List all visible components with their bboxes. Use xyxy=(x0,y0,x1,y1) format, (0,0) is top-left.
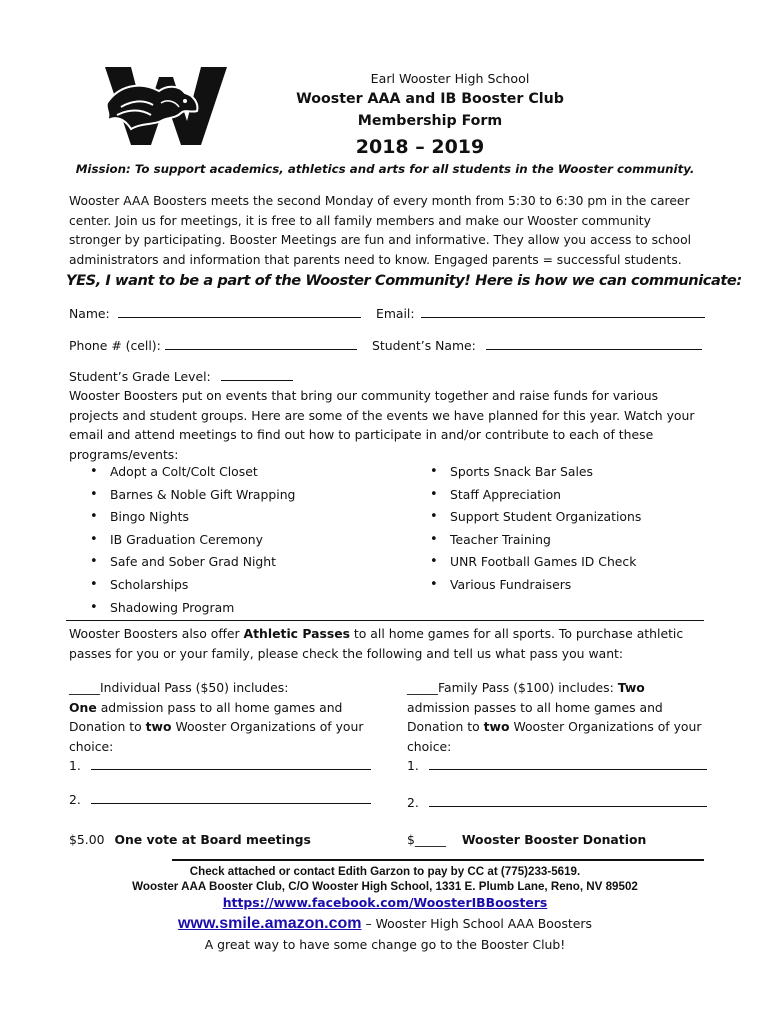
student-name-label: Student’s Name: xyxy=(372,338,476,353)
list-item: • Adopt a Colt/Colt Closet xyxy=(88,461,388,484)
student-name-input[interactable] xyxy=(486,336,702,350)
footer-tagline: A great way to have some change go to the Booster Club! xyxy=(204,937,566,952)
email-label: Email: xyxy=(376,306,415,321)
list-item: • IB Graduation Ceremony xyxy=(88,529,388,552)
email-input[interactable] xyxy=(421,304,705,318)
list-item: • Teacher Training xyxy=(428,529,728,552)
school-name: Earl Wooster High School xyxy=(370,71,530,86)
club-name: Wooster AAA and IB Booster Club xyxy=(296,91,564,107)
student-name-field[interactable] xyxy=(372,336,702,356)
form-title: Membership Form xyxy=(357,113,503,129)
board-vote-option[interactable]: $5.00 One vote at Board meetings xyxy=(69,832,311,847)
colt-logo-icon xyxy=(101,63,231,149)
phone-label: Phone # (cell): xyxy=(69,338,161,353)
email-field[interactable] xyxy=(376,304,705,324)
school-year: 2018 – 2019 xyxy=(355,136,485,158)
smile-amazon-link[interactable]: www.smile.amazon.com xyxy=(178,915,362,932)
individual-org-2-input[interactable] xyxy=(91,790,371,804)
individual-pass-check-blank[interactable]: _____ xyxy=(69,680,100,695)
mission-statement: Mission: To support academics, athletics and arts for all students in the Wooster community. xyxy=(75,162,695,176)
list-item: • Staff Appreciation xyxy=(428,484,728,507)
name-label: Name: xyxy=(69,306,110,321)
yes-heading: YES, I want to be a part of the Wooster Community! Here is how we can communicate: xyxy=(66,272,742,289)
family-org-2[interactable]: 2. xyxy=(407,793,707,813)
individual-org-1-input[interactable] xyxy=(91,756,371,770)
grade-input[interactable] xyxy=(221,367,293,381)
name-field[interactable] xyxy=(69,304,361,324)
intro-paragraph: Wooster AAA Boosters meets the second Monday of every month from 5:30 to 6:30 pm in the career center. Join us for meetings, it is free to all family members and make our Wooster community stronger by participating. Booster Meetings are fun and informative. They allow you access to school administrators and information that parents need to know. Engaged parents = successful students. xyxy=(69,194,692,267)
family-pass-option[interactable]: _____Family Pass ($100) includes: Two admission passes to all home games and Donation to two Wooster Organizations of your choice: xyxy=(407,680,702,754)
name-input[interactable] xyxy=(118,304,361,318)
passes-intro: Wooster Boosters also offer Athletic Passes to all home games for all sports. To purchase athletic passes for you or your family, please check the following and tell us what pass you want: xyxy=(69,626,684,661)
mailing-address: Wooster AAA Booster Club, C/O Wooster High School, 1331 E. Plumb Lane, Reno, NV 89502 xyxy=(132,880,638,893)
events-intro: Wooster Boosters put on events that bring our community together and raise funds for various projects and student groups. Here are some of the events we have planned for this year. Watch your email and attend meetings to find out how to participate in and/or contribute to each of these programs/events: xyxy=(69,388,695,462)
phone-input[interactable] xyxy=(165,336,357,350)
list-item: • Shadowing Program xyxy=(88,597,388,620)
donation-amount-blank[interactable]: $_____ xyxy=(407,832,446,847)
facebook-link-wrap xyxy=(60,895,710,910)
events-list-left xyxy=(88,461,388,619)
family-org-2-input[interactable] xyxy=(429,793,707,807)
list-item: • Bingo Nights xyxy=(88,506,388,529)
list-item: • Support Student Organizations xyxy=(428,506,728,529)
list-item: • Scholarships xyxy=(88,574,388,597)
list-item: • Various Fundraisers xyxy=(428,574,728,597)
grade-field[interactable] xyxy=(69,367,293,387)
list-item: • Sports Snack Bar Sales xyxy=(428,461,728,484)
phone-field[interactable] xyxy=(69,336,357,356)
donation-option[interactable]: $_____ Wooster Booster Donation xyxy=(407,832,647,847)
list-item: • UNR Football Games ID Check xyxy=(428,551,728,574)
grade-label: Student’s Grade Level: xyxy=(69,369,211,384)
school-logo xyxy=(101,63,231,149)
section-divider xyxy=(66,620,704,621)
individual-pass-option[interactable]: _____Individual Pass ($50) includes: One admission pass to all home games and Donation to two Wooster Organizations of your choice: xyxy=(69,680,364,754)
facebook-link[interactable]: https://www.facebook.com/WoosterIBBoosters xyxy=(222,895,548,910)
individual-org-1[interactable]: 1. xyxy=(69,756,371,776)
events-list-right xyxy=(428,461,728,597)
footer-divider xyxy=(172,859,704,861)
family-org-1-input[interactable] xyxy=(429,756,707,770)
individual-org-2[interactable]: 2. xyxy=(69,790,371,810)
family-org-1[interactable]: 1. xyxy=(407,756,707,776)
family-pass-check-blank[interactable]: _____ xyxy=(407,680,438,695)
smile-line: www.smile.amazon.com – Wooster High School AAA Boosters xyxy=(178,915,592,932)
payment-contact: Check attached or contact Edith Garzon to pay by CC at (775)233-5619. xyxy=(189,865,581,878)
list-item: • Safe and Sober Grad Night xyxy=(88,551,388,574)
list-item: • Barnes & Noble Gift Wrapping xyxy=(88,484,388,507)
